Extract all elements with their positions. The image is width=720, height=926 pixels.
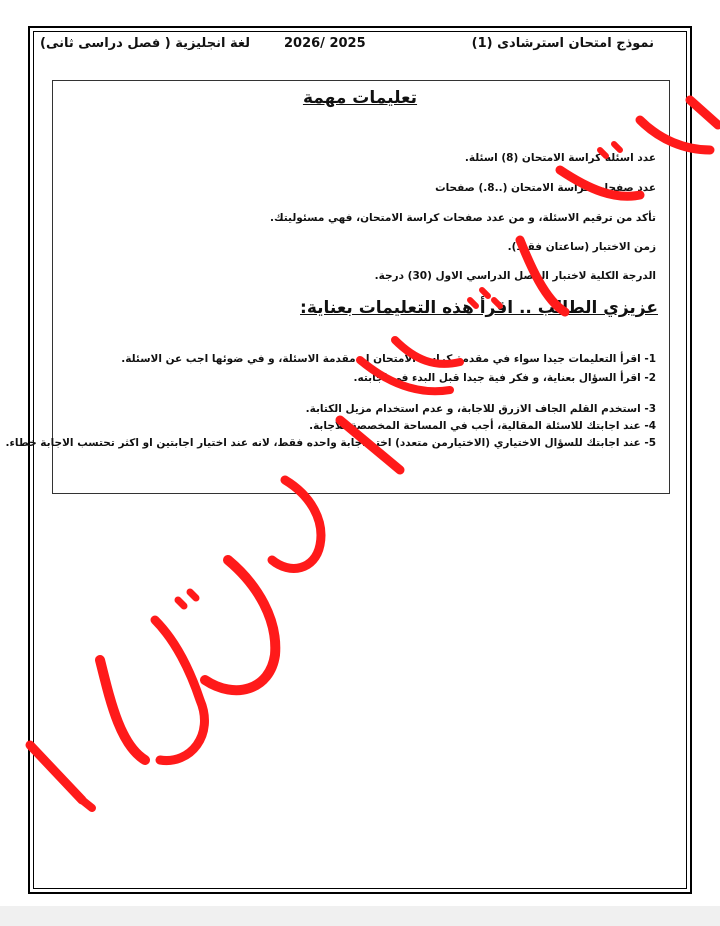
page-header <box>36 36 684 58</box>
subject-term: لغة انجليزية ( فصل دراسى ثانى) <box>40 36 251 51</box>
rule-2: 2- اقرأ السؤال بعناية، و فكر فية جيدا قبل البدء في اجابته. <box>353 372 656 384</box>
rule-5: 5- عند اجابتك للسؤال الاختياري (الاختيارمن متعدد) اختر اجابة واحده فقط، لانه عند اختيار اجابتين او اكثر تحتسب الاجابة خطاء. <box>5 437 656 449</box>
student-heading: عزيزي الطالب .. اقرأ هذه التعليمات بعناية: <box>300 298 658 318</box>
rule-4: 4- عند اجابتك للاسئلة المقالية، أجب في المساحة المخصصة للاجابة. <box>309 420 656 432</box>
academic-year: 2026/ 2025 <box>284 36 366 51</box>
instructions-title: تعليمات مهمة <box>302 88 418 108</box>
info-line-total-score: الدرجة الكلية لاختبار الفصل الدراسي الاول (30) درجة. <box>374 270 656 282</box>
info-line-numbering: تأكد من ترقيم الاسئلة، و من عدد صفحات كراسة الامتحان، فهي مسئوليتك. <box>270 212 656 224</box>
exam-model-title: نموذج امتحان استرشادى (1) <box>471 36 654 51</box>
bottom-strip <box>0 906 720 926</box>
rule-3: 3- استخدم القلم الجاف الازرق للاجابة، و عدم استخدام مزيل الكتابة. <box>305 403 656 415</box>
info-line-questions: عدد اسئلة كراسة الامتحان (8) اسئلة. <box>464 152 656 164</box>
info-line-duration: زمن الاختبار (ساعتان فقط). <box>507 241 656 253</box>
info-line-pages: عدد صفحات كراسة الامتحان (..8.) صفحات <box>435 182 656 194</box>
rule-1: 1- اقرأ التعليمات جيدا سواء في مقدمة كراسة الامتحان او مقدمة الاسئلة، و في ضوئها اجب عن الاسئلة. <box>121 353 656 365</box>
